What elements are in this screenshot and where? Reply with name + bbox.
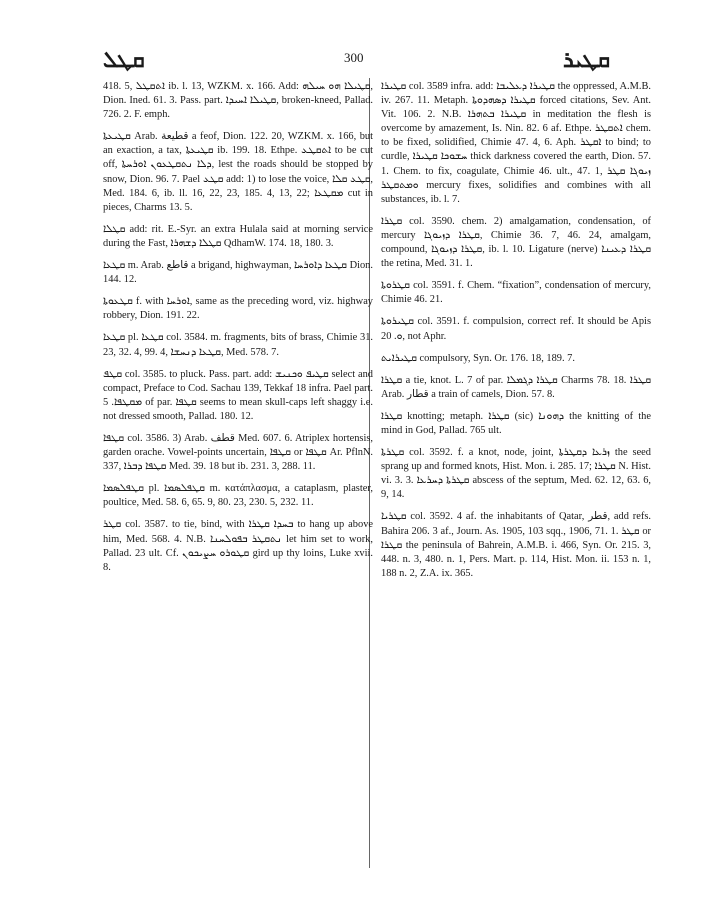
dictionary-entry: ܩܛܠܐ add: rit. E.-Syr. an extra Hulala said at morning service during the Fast, ܩܛܠܐ ܕܫܗܪܐ QdhamW. 174. 18, 180. 3. [103,223,373,249]
dictionary-entry: ܩܛܪܐ a tie, knot. L. 7 of par. ܩܛܪܐ ܕܓܡܠܐ Charms 78. 18. ܩܛܪܐ Arab. قطار a train of camels, Dion. 57. 8. [381,374,651,400]
dictionary-entry: ܩܛܪ col. 3587. to tie, bind, with ܒܚܕܐ ܩܛܪܐ to hang up above him, Med. 568. 4. N.B. ܢܬܩܛܪ ܒܦܘܠܚܢܐ let him set to work, Pallad. 23 ult. Cf. ܩܛܘܪܘ ܚܨܝܟܘܢ gird up thy loins, Luke xvii. 8. [103,519,373,573]
page-number: 300 [344,50,364,65]
right-running-headword: ܩܛܝܪ [563,48,611,73]
right-column [381,80,651,589]
left-column [103,80,373,583]
dictionary-entry: ܩܛܥܘܬܐ f. with ܐܘܪܚܐ, same as the preceding word, viz. highway robbery, Dion. 191. 22. [103,296,373,322]
dictionary-entry: ܩܛܦܠܣܡܐ pl. ܩܛܦܠܣܡܐ m. κατάπλασμα, a cataplasm, plaster, poultice, Med. 58. 6, 65. 9, 80. 23, 230. 5, 232. 11. [103,483,373,509]
dictionary-entry: ܩܛܝܪܐ col. 3589 infra. add: ܩܛܝܪܐ ܕܥܠܝܒܐ the oppressed, A.M.B. iv. 267. 11. Metaph. ܩܛܝܪܐ ܕܣܗܕܘܬܐ forced citations, Sev. Ant. Vit. 106. 2. N.B. ܩܛܝܪܐ ܒܬܗܪܐ in meditation the flesh is overcome by amazement, Is. Nin. 82. 6 af. Ethpe. ܐܬܩܛܪ chem. to be fixed, solidified, Chimie 47. 4, 6. Aph. ܐܩܛܪ to bind; to curdle, ܚܫܘܟܐ ܩܛܝܪܐ thick darkness covered the earth, Dion. 57. 1. Chem. to fix, coagulate, Chimie 46. ult., 47. 1, ܙܝܘܓܐ ܩܛܪ ܘܡܬܩܛܪ mercury fixes, solidifies and combines with all substances, ib. l. 7. [381,81,652,205]
running-header [0,42,714,72]
dictionary-entry: ܩܛܝܪܘܬܐ col. 3591. f. compulsion, correct ref. It should be Apis ܘ. 20, not Aphr. [381,316,651,342]
dictionary-entry: ܩܛܪܬܐ col. 3592. f. a knot, node, joint, ܙܪܥܐ ܕܩܛܪܬܐ the seed sprang up and formed knots, Hist. Mon. i. 285. 17; ܩܛܪܐ N. Hist. vi. 3. 3. ܩܛܪܬܐ ܕܚܪܥܐ abscess of the septum, Med. 62. 12, 63. 6, 9, 14. [381,447,652,501]
dictionary-entry: ܩܛܝܥܬܐ Arab. قطيعة a feof, Dion. 122. 20, WZKM. x. 166, but an exaction, a tax, ܩܛܝܥܬܐ ib. 199. 18. Ethpe. ܐܬܩܛܥ to be cut off, ܕܠܐ ܢܬܩܛܥܘܢ ܐܘܪܚܬܐ, lest the roads should be stopped by snow, Dion. 96. 7. Pael ܩܛܥ add: 1) to lose the voice, ܩܛܥ ܩܠܐ, Med. 184. 6, ib. ll. 16, 22, 23, 185. 4, 13, 22; ܡܩܛܥܐ cut in pieces, Charms 13. 5. [103,131,374,213]
dictionary-entry: ܩܛܥܐ pl. ܩܛܥܐ col. 3584. m. fragments, bits of brass, Chimie 31. 23, 32. 4, 99. 4, ܩܛܥܐ ܕܢܚܫܐ, Med. 578. 7. [103,332,373,358]
left-running-headword: ܩܛܠ [103,48,145,73]
dictionary-entry: ܩܛܪܝܐ col. 3592. 4 af. the inhabitants of Qatar, قطر, add refs. Bahira 206. 3 af., Journ. As. 1905, 103 sqq., 1906, 71. 1. ܩܛܪ or ܩܛܪܐ the peninsula of Bahrein, A.M.B. i. 466, Syn. Or. 215. 3, 448. n. 3, 480. n. 1, Pers. Mart. p. 114, Hist. Mon. ii. 153 n. 1, 188 n. 2, Z.A. ix. 365. [381,511,651,579]
dictionary-entry: 418. 5, ܐܬܩܛܠ ib. l. 13, WZKM. x. 166. Add: ܩܛܝܠܐ ܗܘ ܚܝܠܗ, Dion. Ined. 61. 3. Pass. part. ܩܛܝܠܐ ܐܚܝܕܐ, broken-kneed, Pallad. 726. 2. F. emph. [103,81,374,121]
dictionary-entry: ܩܛܪܐ col. 3590. chem. 2) amalgamation, condensation, of mercury ܩܛܪܐ ܕܙܝܘܓܐ, Chimie 36. 7, 46. 24, amalgam, compound, ܩܛܪܐ ܕܙܝܘܓܐ, ib. l. 10. Ligature (nerve) ܩܛܪܐ ܕܥܝܢܐ the retina, Med. 31. 1. [381,215,652,270]
dictionary-entry: ܩܛܦ col. 3585. to pluck. Pass. part. add: ܩܛܝܦ ܘܟܢܝܫ select and compact, Preface to Cod. Sachau 139, Tekkaf 18 infra. Pael part. ܡܩܛܦܐ. 5 of par. ܩܛܦܐ seems to mean skull-caps left shaggy i.e. not dressed smooth, Pallad. 180. 12. [103,368,373,422]
dictionary-entry: ܩܛܦܐ col. 3586. 3) Arab. قطف Med. 607. 6. Atriplex hortensis, garden orache. Vowel-points uncertain, ܩܛܦܐ or ܩܛܦܐ Ar. PflnN. 337, ܩܛܦܐ ܕܒܪܐ Med. 39. 18 but ib. 231. 3, 288. 11. [103,432,374,473]
dictionary-entry: ܩܛܪܐ knotting; metaph. ܩܛܪܐ (sic) ܕܗܘܢܐ the knitting of the mind in God, Pallad. 765 ult. [381,410,651,436]
dictionary-entry: ܩܛܝܪܐܝܬ compulsory, Syn. Or. 176. 18, 189. 7. [381,352,575,364]
dictionary-entry: ܩܛܥܐ m. Arab. قاطع a brigand, highwayman, ܩܛܥܐ ܕܐܘܪܚܐ Dion. 144. 12. [103,260,373,286]
dictionary-entry: ܩܛܪܘܬܐ col. 3591. f. Chem. “fixation”, condensation of mercury, Chimie 46. 21. [381,280,651,306]
